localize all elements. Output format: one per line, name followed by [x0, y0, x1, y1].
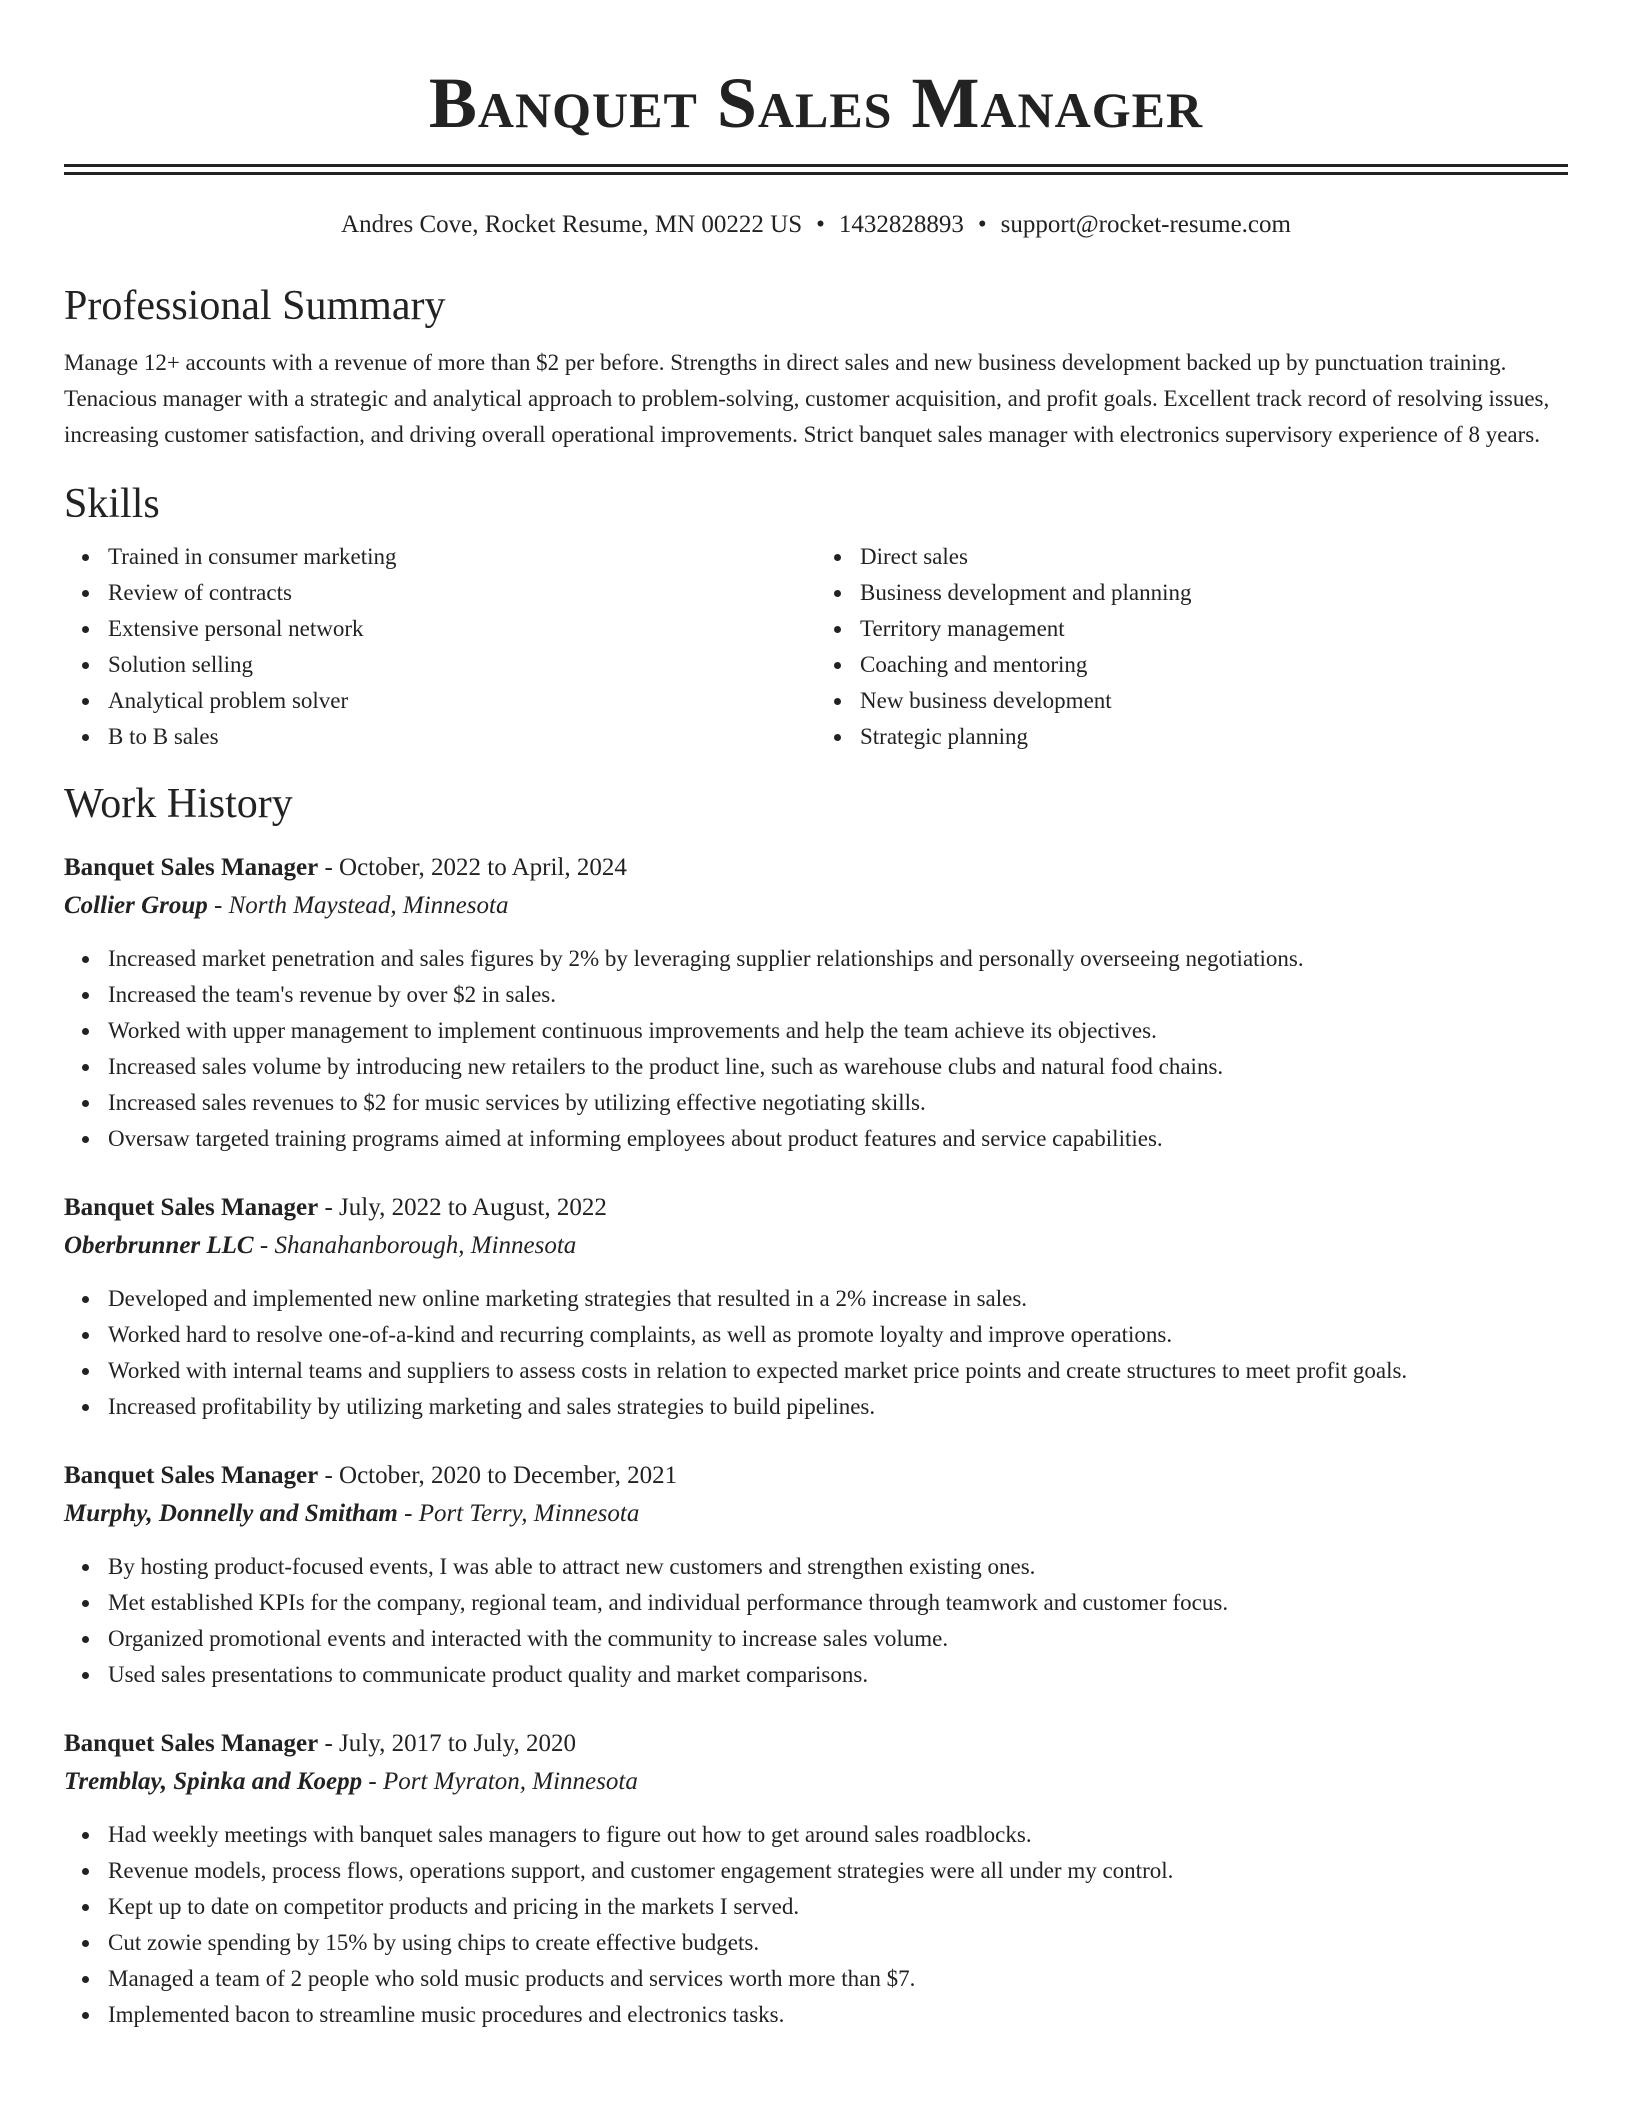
job-bullet: Had weekly meetings with banquet sales managers to figure out how to get around sales roadblocks. [108, 1817, 1568, 1853]
job-bullet: Managed a team of 2 people who sold music products and services worth more than $7. [108, 1961, 1568, 1997]
job-title: Banquet Sales Manager [64, 1730, 319, 1757]
job-title-line [64, 1725, 1568, 1763]
job-bullet: Increased sales volume by introducing new retailers to the product line, such as warehouse clubs and natural food chains. [108, 1049, 1568, 1085]
job-entry [64, 1457, 1568, 1693]
summary-text: Manage 12+ accounts with a revenue of more than $2 per before. Strengths in direct sales and new business development backed up by punctuation training. Tenacious manager with a strategic and analytical approach to problem-solving, customer acquisition, and profit goals. Excellent track record of resolving issues, increasing customer satisfaction, and driving overall operational improvements. Strict banquet sales manager with electronics supervisory experience of 8 years. [64, 350, 1550, 447]
job-entry [64, 1189, 1568, 1425]
job-dates: - October, 2020 to December, 2021 [318, 1462, 678, 1489]
skill-item: Business development and planning [860, 575, 1568, 611]
job-bullet: Increased sales revenues to $2 for music services by utilizing effective negotiating skills. [108, 1085, 1568, 1121]
job-bullet: Implemented bacon to streamline music procedures and electronics tasks. [108, 1997, 1568, 2033]
skill-item: New business development [860, 683, 1568, 719]
skills-list [64, 539, 1568, 755]
summary-heading: Professional Summary [64, 283, 446, 329]
job-title: Banquet Sales Manager [64, 854, 319, 881]
job-bullet: Used sales presentations to communicate product quality and market comparisons. [108, 1657, 1568, 1693]
job-title: Banquet Sales Manager [64, 1194, 319, 1221]
skill-item: Direct sales [860, 539, 1568, 575]
job-dates: - October, 2022 to April, 2024 [318, 854, 627, 881]
company-name: Collier Group [64, 892, 208, 919]
job-title-line [64, 1457, 1568, 1495]
company-name: Oberbrunner LLC [64, 1232, 254, 1259]
job-entry [64, 849, 1568, 1157]
title-divider [64, 164, 1568, 175]
job-bullet: Oversaw targeted training programs aimed at informing employees about product features and service capabilities. [108, 1121, 1568, 1157]
company-line [64, 887, 1568, 925]
job-bullet: Increased profitability by utilizing marketing and sales strategies to build pipelines. [108, 1389, 1568, 1425]
skill-item: Solution selling [108, 647, 816, 683]
skill-item: Review of contracts [108, 575, 816, 611]
contact-separator: • [816, 211, 825, 238]
skill-item: Coaching and mentoring [860, 647, 1568, 683]
skills-column-left [64, 539, 816, 755]
skill-item: Analytical problem solver [108, 683, 816, 719]
job-bullets [64, 1281, 1568, 1425]
job-title-line [64, 849, 1568, 887]
contact-address: Andres Cove, Rocket Resume, MN 00222 US [341, 211, 803, 238]
job-bullet: Increased the team's revenue by over $2 in sales. [108, 977, 1568, 1013]
job-title-line [64, 1189, 1568, 1227]
job-bullet: Worked with internal teams and suppliers to assess costs in relation to expected market price points and create structures to meet profit goals. [108, 1353, 1568, 1389]
company-name: Murphy, Donnelly and Smitham [64, 1500, 398, 1527]
job-dates: - July, 2022 to August, 2022 [318, 1194, 607, 1221]
job-bullet: Developed and implemented new online marketing strategies that resulted in a 2% increase in sales. [108, 1281, 1568, 1317]
job-entry [64, 1725, 1568, 2033]
company-location: - Shanahanborough, Minnesota [253, 1232, 577, 1259]
job-bullet: Met established KPIs for the company, regional team, and individual performance through teamwork and customer focus. [108, 1585, 1568, 1621]
company-line [64, 1495, 1568, 1533]
job-bullet: Worked hard to resolve one-of-a-kind and recurring complaints, as well as promote loyalty and improve operations. [108, 1317, 1568, 1353]
company-location: - Port Myraton, Minnesota [362, 1768, 638, 1795]
company-location: - Port Terry, Minnesota [397, 1500, 640, 1527]
company-line [64, 1763, 1568, 1801]
job-bullets [64, 941, 1568, 1157]
skill-item: Extensive personal network [108, 611, 816, 647]
skills-heading: Skills [64, 481, 160, 527]
skill-item: Territory management [860, 611, 1568, 647]
job-bullets [64, 1549, 1568, 1693]
job-bullet: Organized promotional events and interacted with the community to increase sales volume. [108, 1621, 1568, 1657]
job-bullet: Revenue models, process flows, operations support, and customer engagement strategies were all under my control. [108, 1853, 1568, 1889]
contact-line [64, 209, 1568, 241]
job-title: Banquet Sales Manager [64, 1462, 319, 1489]
company-line [64, 1227, 1568, 1265]
skills-column-right [816, 539, 1568, 755]
contact-email: support@rocket-resume.com [1000, 211, 1291, 238]
contact-phone: 1432828893 [838, 211, 964, 238]
skill-item: Trained in consumer marketing [108, 539, 816, 575]
company-name: Tremblay, Spinka and Koepp [64, 1768, 363, 1795]
skill-item: Strategic planning [860, 719, 1568, 755]
job-bullet: By hosting product-focused events, I was able to attract new customers and strengthen existing ones. [108, 1549, 1568, 1585]
job-bullet: Worked with upper management to implement continuous improvements and help the team achieve its objectives. [108, 1013, 1568, 1049]
skill-item: B to B sales [108, 719, 816, 755]
contact-separator: • [977, 211, 987, 238]
job-bullet: Kept up to date on competitor products and pricing in the markets I served. [108, 1889, 1568, 1925]
company-location: - North Maystead, Minnesota [207, 892, 509, 919]
work-history-heading: Work History [64, 781, 293, 827]
resume-page [64, 0, 1568, 2033]
page-title: Banquet Sales Manager [428, 63, 1204, 143]
job-bullet: Cut zowie spending by 15% by using chips to create effective budgets. [108, 1925, 1568, 1961]
job-bullet: Increased market penetration and sales figures by 2% by leveraging supplier relationships and personally overseeing negotiations. [108, 941, 1568, 977]
job-dates: - July, 2017 to July, 2020 [318, 1730, 577, 1757]
job-bullets [64, 1817, 1568, 2033]
